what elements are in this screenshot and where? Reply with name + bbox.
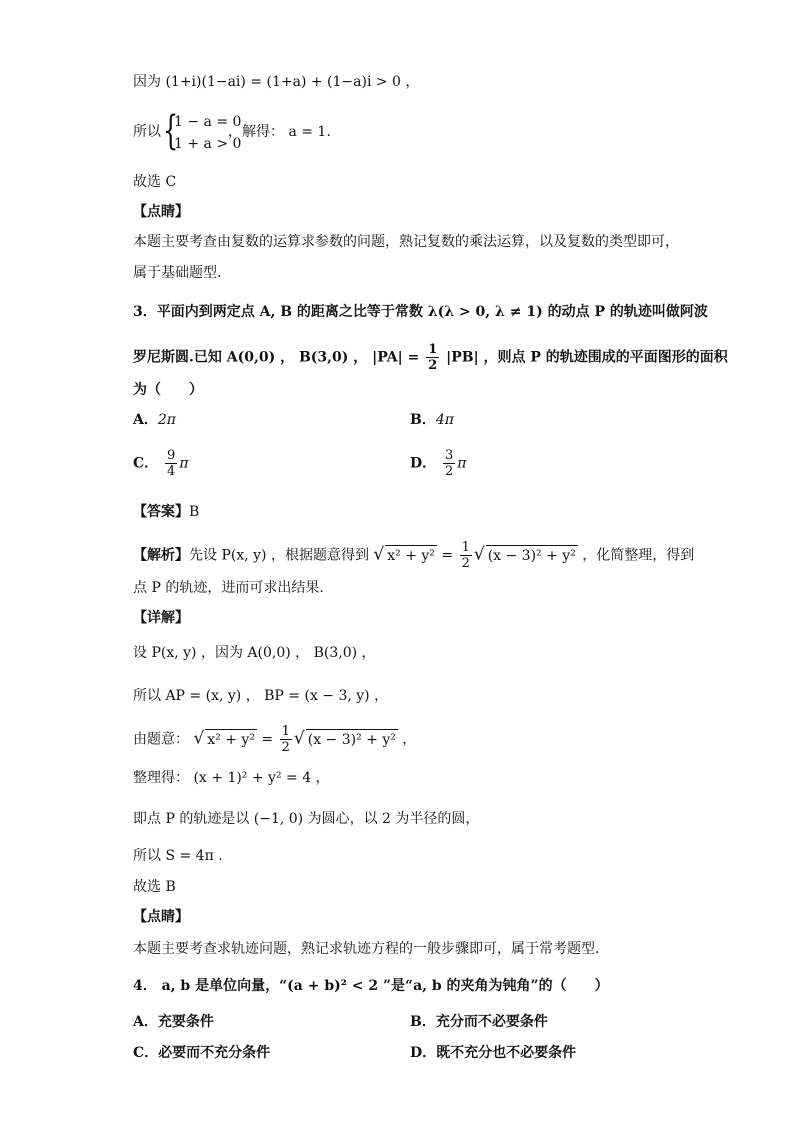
option-a bbox=[133, 410, 176, 430]
option-label: D． bbox=[410, 455, 437, 472]
question-text: 为（ ） bbox=[133, 382, 203, 398]
sqrt-icon: √ bbox=[373, 544, 385, 565]
fraction-denominator: 2 bbox=[445, 464, 454, 479]
text-line: 即点 P 的轨迹是以 (−1, 0) 为圆心，以 2 为半径的圆， bbox=[133, 811, 480, 827]
question-part: |PB| ，则点 P 的轨迹围成的平面图形的面积 bbox=[446, 349, 728, 366]
text-line: 因为 (1+i)(1−ai) = (1+a) + (1−a)i > 0 ， bbox=[133, 74, 420, 90]
sqrt-icon: √ bbox=[293, 728, 305, 749]
equation-line bbox=[133, 724, 416, 755]
fraction-numerator: 1 bbox=[428, 342, 438, 357]
brace-icon: { bbox=[163, 108, 179, 154]
question-text: 3．平面内到两定点 A, B 的距离之比等于常数 λ(λ > 0, λ ≠ 1) 的动点 P 的轨迹叫做阿波 bbox=[133, 304, 708, 320]
section-tag: 【解析】 bbox=[133, 547, 189, 564]
fraction-denominator: 4 bbox=[167, 464, 176, 479]
equals: = bbox=[436, 547, 458, 564]
analysis-text: ，化简整理，得到 bbox=[577, 547, 695, 564]
text-line: 故选 C bbox=[133, 174, 177, 190]
option-label: A． bbox=[133, 412, 158, 428]
option-d: D．既不充分也不必要条件 bbox=[410, 1045, 577, 1061]
option-d bbox=[410, 448, 467, 479]
fraction bbox=[280, 724, 292, 755]
sqrt-content: x² + y² bbox=[205, 729, 257, 750]
text-line: 所以 AP = (x, y) ， BP = (x − 3, y) ， bbox=[133, 688, 389, 704]
question-text: 4． a, b 是单位向量，“(a + b)² < 2 ”是“a, b 的夹角为钝角”的（ ） bbox=[133, 978, 609, 994]
fraction-numerator: 9 bbox=[167, 448, 176, 463]
fraction-denominator: 2 bbox=[461, 556, 470, 571]
text-line: 所以 bbox=[133, 124, 161, 140]
analysis-line bbox=[133, 540, 694, 571]
text-line: 整理得： (x + 1)² + y² = 4 ， bbox=[133, 770, 330, 786]
fraction-numerator: 1 bbox=[281, 724, 290, 739]
equation-text: ， bbox=[397, 731, 417, 748]
fraction-denominator: 2 bbox=[428, 358, 438, 373]
option-label: C． bbox=[133, 455, 159, 472]
fraction-numerator: 1 bbox=[461, 540, 470, 555]
fraction-denominator: 2 bbox=[281, 740, 290, 755]
section-tag: 【点睛】 bbox=[133, 909, 189, 925]
text-line: 故选 B bbox=[133, 879, 176, 895]
analysis-text: 先设 P(x, y) ，根据题意得到 bbox=[189, 547, 374, 564]
text-line: ，解得： a = 1. bbox=[228, 124, 331, 140]
option-c: C．必要而不充分条件 bbox=[133, 1045, 271, 1061]
answer-value: B bbox=[189, 504, 200, 520]
equation-text: 由题意： bbox=[133, 731, 194, 748]
answer-line bbox=[133, 502, 199, 522]
equation-line: 1 + a > 0 bbox=[174, 136, 242, 152]
fraction bbox=[443, 448, 455, 479]
question-part: 罗尼斯圆.已知 A(0,0) ， B(3,0) ， |PA| = bbox=[133, 349, 425, 366]
sqrt-content: x² + y² bbox=[385, 545, 437, 566]
option-a: A．充要条件 bbox=[133, 1014, 214, 1030]
text-line: 点 P 的轨迹，进而可求出结果. bbox=[133, 580, 324, 596]
option-c bbox=[133, 448, 189, 479]
text-line: 设 P(x, y) ，因为 A(0,0) ， B(3,0) ， bbox=[133, 645, 376, 661]
question-text bbox=[133, 342, 728, 373]
sqrt-icon: √ bbox=[473, 544, 485, 565]
text-line: 本题主要考查由复数的运算求参数的问题，熟记复数的乘法运算，以及复数的类型即可， bbox=[133, 234, 679, 250]
section-tag: 【点睛】 bbox=[133, 204, 189, 220]
equation-line: 1 − a = 0 bbox=[174, 114, 242, 130]
sqrt-icon: √ bbox=[193, 728, 205, 749]
option-value: 4π bbox=[435, 412, 454, 428]
option-value: π bbox=[179, 455, 189, 472]
fraction-numerator: 3 bbox=[445, 448, 454, 463]
fraction bbox=[460, 540, 472, 571]
option-b bbox=[410, 410, 454, 430]
text-line: 属于基础题型. bbox=[133, 265, 222, 281]
equals: = bbox=[256, 731, 278, 748]
text-line: 本题主要考查求轨迹问题，熟记求轨迹方程的一般步骤即可，属于常考题型. bbox=[133, 941, 600, 957]
sqrt-content: (x − 3)² + y² bbox=[486, 545, 578, 566]
option-b: B．充分而不必要条件 bbox=[410, 1014, 548, 1030]
fraction bbox=[426, 342, 439, 373]
sqrt-content: (x − 3)² + y² bbox=[306, 729, 398, 750]
option-value: 2π bbox=[157, 412, 176, 428]
option-value: π bbox=[457, 455, 467, 472]
text-line: 所以 S = 4π . bbox=[133, 848, 223, 864]
section-tag: 【答案】 bbox=[133, 504, 189, 520]
section-tag: 【详解】 bbox=[133, 610, 189, 626]
fraction bbox=[165, 448, 177, 479]
option-label: B． bbox=[410, 412, 436, 428]
